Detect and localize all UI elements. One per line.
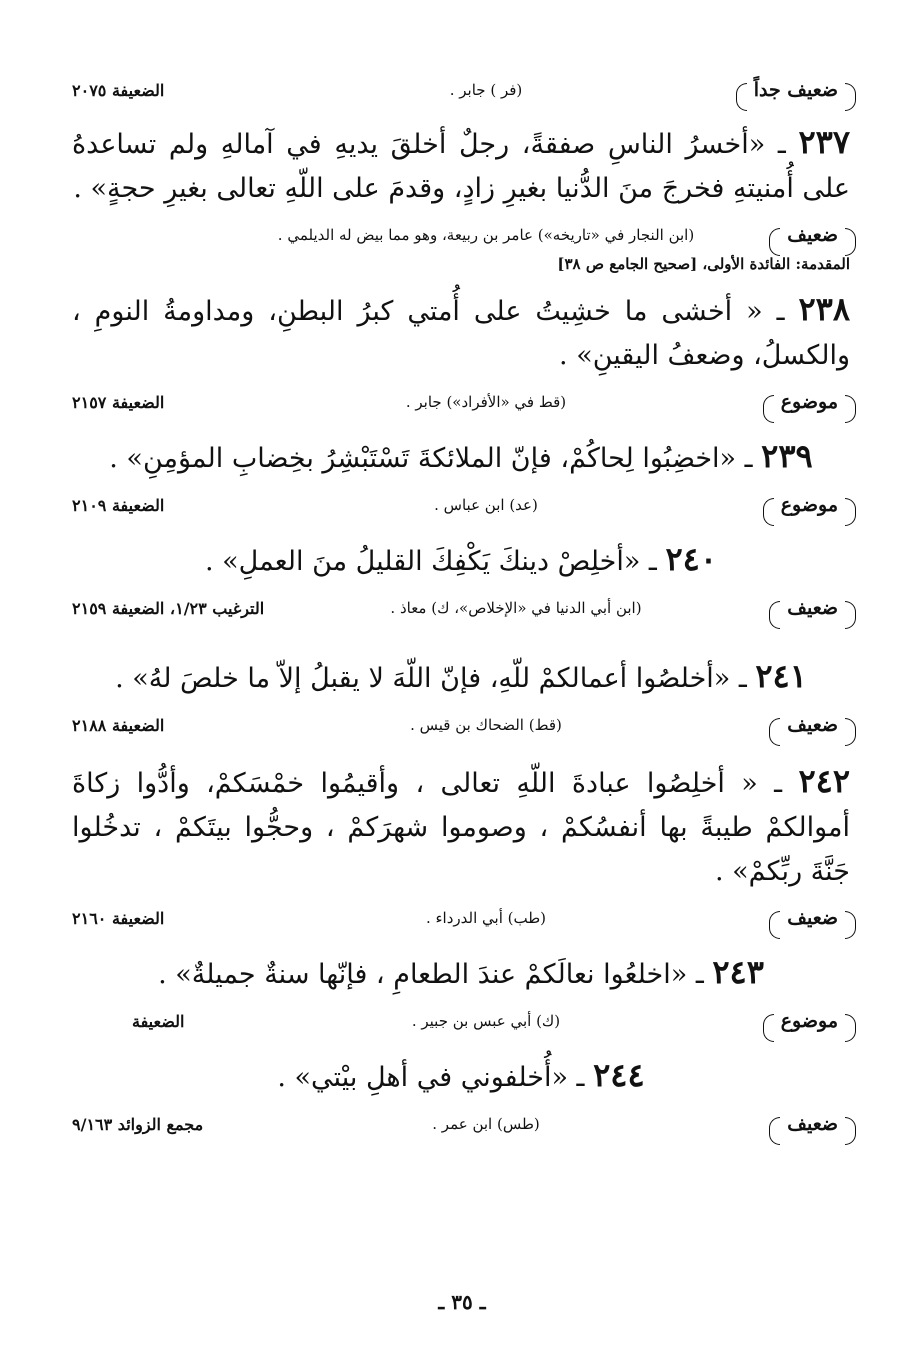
hadith-meta (72, 215, 850, 255)
source-text: (طس) ابن عمر . (432, 1115, 540, 1133)
note-text: المقدمة: الفائدة الأولى، [صحيح الجامع ص ٣٨] (557, 255, 850, 273)
hadith-meta (72, 382, 850, 422)
source-text: (طب) أبي الدرداء . (425, 909, 547, 927)
hadith-number: ٢٤١ (755, 657, 807, 695)
hadith-number: ٢٣٨ (798, 290, 850, 328)
grade-badge (700, 492, 850, 518)
hadith-entry (72, 759, 850, 894)
grade-badge (700, 1008, 850, 1034)
reference-text: الضعيفة (132, 1011, 185, 1031)
hadith-meta (72, 1104, 850, 1144)
grade-badge (700, 905, 850, 931)
hadith-number: ٢٤٤ (593, 1056, 645, 1094)
hadith-meta (72, 705, 850, 745)
grade-label: موضوع (780, 1010, 838, 1032)
reference-text: الضعيفة ٢١٥٧ (72, 392, 165, 412)
page-number: ـ ٣٥ ـ (438, 1290, 486, 1314)
reference-text: الضعيفة ٢١٨٨ (72, 715, 165, 735)
source-text: (فر ) جابر . (449, 81, 523, 99)
hadith-number: ٢٣٩ (761, 437, 813, 475)
reference-text: الضعيفة ٢١٦٠ (72, 908, 165, 928)
hadith-meta (72, 898, 850, 938)
page-content (72, 70, 850, 1144)
grade-label: ضعيف جداً (753, 79, 838, 101)
source-text: (عد) ابن عباس . (434, 496, 538, 514)
source-text: (ابن أبي الدنيا في «الإخلاص»، ك) معاذ . (390, 599, 642, 617)
grade-label: موضوع (780, 391, 838, 413)
reference-text: مجمع الزوائد ٩/١٦٣ (72, 1114, 204, 1134)
hadith-number: ٢٤٣ (712, 953, 764, 991)
hadith-meta (72, 485, 850, 525)
hadith-entry (72, 120, 850, 211)
hadith-number: ٢٣٧ (798, 123, 850, 161)
grade-badge (700, 77, 850, 103)
hadith-text: ـ « أخشى ما خشِيتُ على أُمتي كبرُ البطنِ، ومداومةُ النومِ ، والكسلُ، وضعفُ اليقينِ» . (72, 296, 850, 371)
source-text: (ابن النجار في «تاريخه») عامر بن ربيعة، وهو مما بيض له الديلمي . (277, 226, 695, 244)
grade-badge (700, 595, 850, 621)
grade-label: ضعيف (787, 1113, 838, 1135)
reference-text: الضعيفة ٢١٠٩ (72, 495, 165, 515)
source-text: (ك) أبي عبس بن جبير . (411, 1012, 561, 1030)
grade-label: ضعيف (787, 597, 838, 619)
hadith-text: ـ « أخلِصُوا عبادةَ اللّهِ تعالى ، وأقيمُوا خمْسَكمْ، وأدُّوا زكاةَ أموالكمْ طيبةً بها أنفسُكمْ ، وصوموا شهرَكمْ ، وحجُّوا بيتَكمْ ، تدخُلوا جَنَّةَ ربِّكمْ» . (72, 768, 850, 887)
grade-badge (700, 389, 850, 415)
hadith-text: ـ «اخلعُوا نعالَكمْ عندَ الطعامِ ، فإنّها سنةٌ جميلةٌ» . (158, 959, 713, 990)
grade-label: موضوع (780, 494, 838, 516)
source-text: (قط في «الأفراد») جابر . (405, 393, 567, 411)
hadith-entry (72, 950, 850, 997)
header-meta (72, 70, 850, 110)
grade-label: ضعيف (787, 907, 838, 929)
grade-label: ضعيف (787, 224, 838, 246)
hadith-meta (72, 588, 850, 628)
hadith-entry (72, 1053, 850, 1100)
hadith-entry (72, 287, 850, 378)
reference-text: الترغيب ١/٢٣، الضعيفة ٢١٥٩ (72, 598, 265, 618)
hadith-entry (72, 434, 850, 481)
hadith-text: ـ «أُخلفوني في أهلِ بيْتي» . (277, 1062, 594, 1093)
hadith-number: ٢٤٢ (798, 762, 850, 800)
grade-badge (700, 1111, 850, 1137)
hadith-text: ـ «أخلصُوا أعمالكمْ للّهِ، فإنّ اللّهَ لا يقبلُ إلاّ ما خلصَ لهُ» . (115, 663, 756, 694)
hadith-meta (72, 1001, 850, 1041)
grade-badge (700, 222, 850, 248)
hadith-text: ـ «أخسرُ الناسِ صفقةً، رجلٌ أخلقَ يديهِ في آمالهِ ولم تساعدهُ على أُمنيتهِ فخرجَ منَ الدُّنيا بغيرِ زادٍ، وقدمَ على اللّهِ تعالى بغيرِ حجةٍ» . (72, 129, 850, 204)
hadith-number: ٢٤٠ (665, 540, 717, 578)
grade-label: ضعيف (787, 714, 838, 736)
reference-text: الضعيفة ٢٠٧٥ (72, 80, 165, 100)
hadith-entry (72, 537, 850, 584)
source-text: (قط) الضحاك بن قيس . (410, 716, 562, 734)
grade-badge (700, 712, 850, 738)
hadith-text: ـ «أخلِصْ دينكَ يَكْفِكَ القليلُ منَ العملِ» . (205, 546, 666, 577)
hadith-text: ـ «اخضِبُوا لِحاكُمْ، فإنّ الملائكةَ تَسْتَبْشِرُ بخِضابِ المؤمِنِ» . (109, 443, 762, 474)
hadith-entry (72, 654, 850, 701)
